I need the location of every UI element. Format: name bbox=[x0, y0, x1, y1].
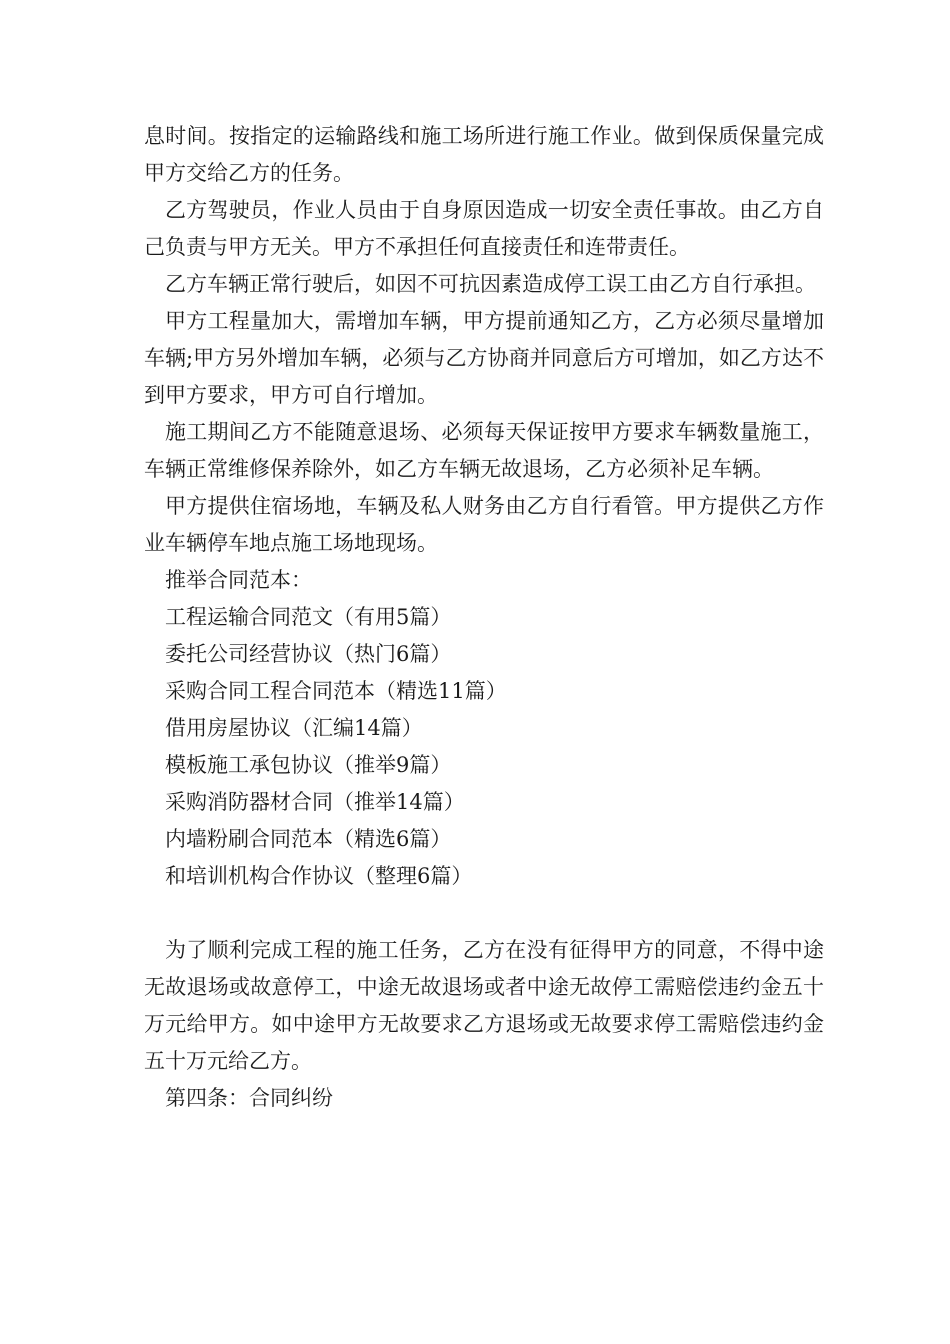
recommend-item[interactable]: 模板施工承包协议（推举9篇） bbox=[165, 753, 452, 777]
recommend-item[interactable]: 和培训机构合作协议（整理6篇） bbox=[165, 864, 473, 888]
paragraph-accommodation: 甲方提供住宿场地，车辆及私人财务由乙方自行看管。甲方提供乙方作业车辆停车地点施工场地现场。 bbox=[144, 494, 824, 555]
paragraph-penalty: 为了顺利完成工程的施工任务，乙方在没有征得甲方的同意，不得中途无故退场或故意停工，中途无故退场或者中途无故停工需赔偿违约金五十万元给甲方。如中途甲方无故要求乙方退场或无故要求停工需赔偿违约金五十万元给乙方。 bbox=[144, 938, 824, 1073]
recommend-item[interactable]: 委托公司经营协议（热门6篇） bbox=[165, 642, 452, 666]
paragraph-driver-responsibility: 乙方驾驶员，作业人员由于自身原因造成一切安全责任事故。由乙方自己负责与甲方无关。甲方不承担任何直接责任和连带责任。 bbox=[144, 198, 824, 259]
blank-line bbox=[144, 895, 824, 932]
recommend-item[interactable]: 工程运输合同范文（有用5篇） bbox=[165, 605, 452, 629]
paragraph-force-majeure: 乙方车辆正常行驶后，如因不可抗因素造成停工误工由乙方自行承担。 bbox=[165, 272, 816, 296]
recommend-item[interactable]: 内墙粉刷合同范本（精选6篇） bbox=[165, 827, 452, 851]
paragraph-no-withdrawal: 施工期间乙方不能随意退场、必须每天保证按甲方要求车辆数量施工，车辆正常维修保养除外，如乙方车辆无故退场，乙方必须补足车辆。 bbox=[144, 420, 824, 481]
recommend-item[interactable]: 采购消防器材合同（推举14篇） bbox=[165, 790, 465, 814]
recommend-item[interactable]: 采购合同工程合同范本（精选11篇） bbox=[165, 679, 507, 703]
document-page bbox=[144, 118, 824, 1117]
recommend-list bbox=[144, 599, 824, 895]
paragraph-add-vehicles: 甲方工程量加大，需增加车辆，甲方提前通知乙方，乙方必须尽量增加车辆;甲方另外增加车辆，必须与乙方协商并同意后方可增加，如乙方达不到甲方要求，甲方可自行增加。 bbox=[144, 309, 824, 407]
paragraph-continuation: 息时间。按指定的运输路线和施工场所进行施工作业。做到保质保量完成甲方交给乙方的任务。 bbox=[144, 124, 824, 185]
recommend-item[interactable]: 借用房屋协议（汇编14篇） bbox=[165, 716, 423, 740]
recommend-heading: 推举合同范本： bbox=[165, 568, 312, 592]
article-heading: 第四条：合同纠纷 bbox=[165, 1086, 333, 1110]
